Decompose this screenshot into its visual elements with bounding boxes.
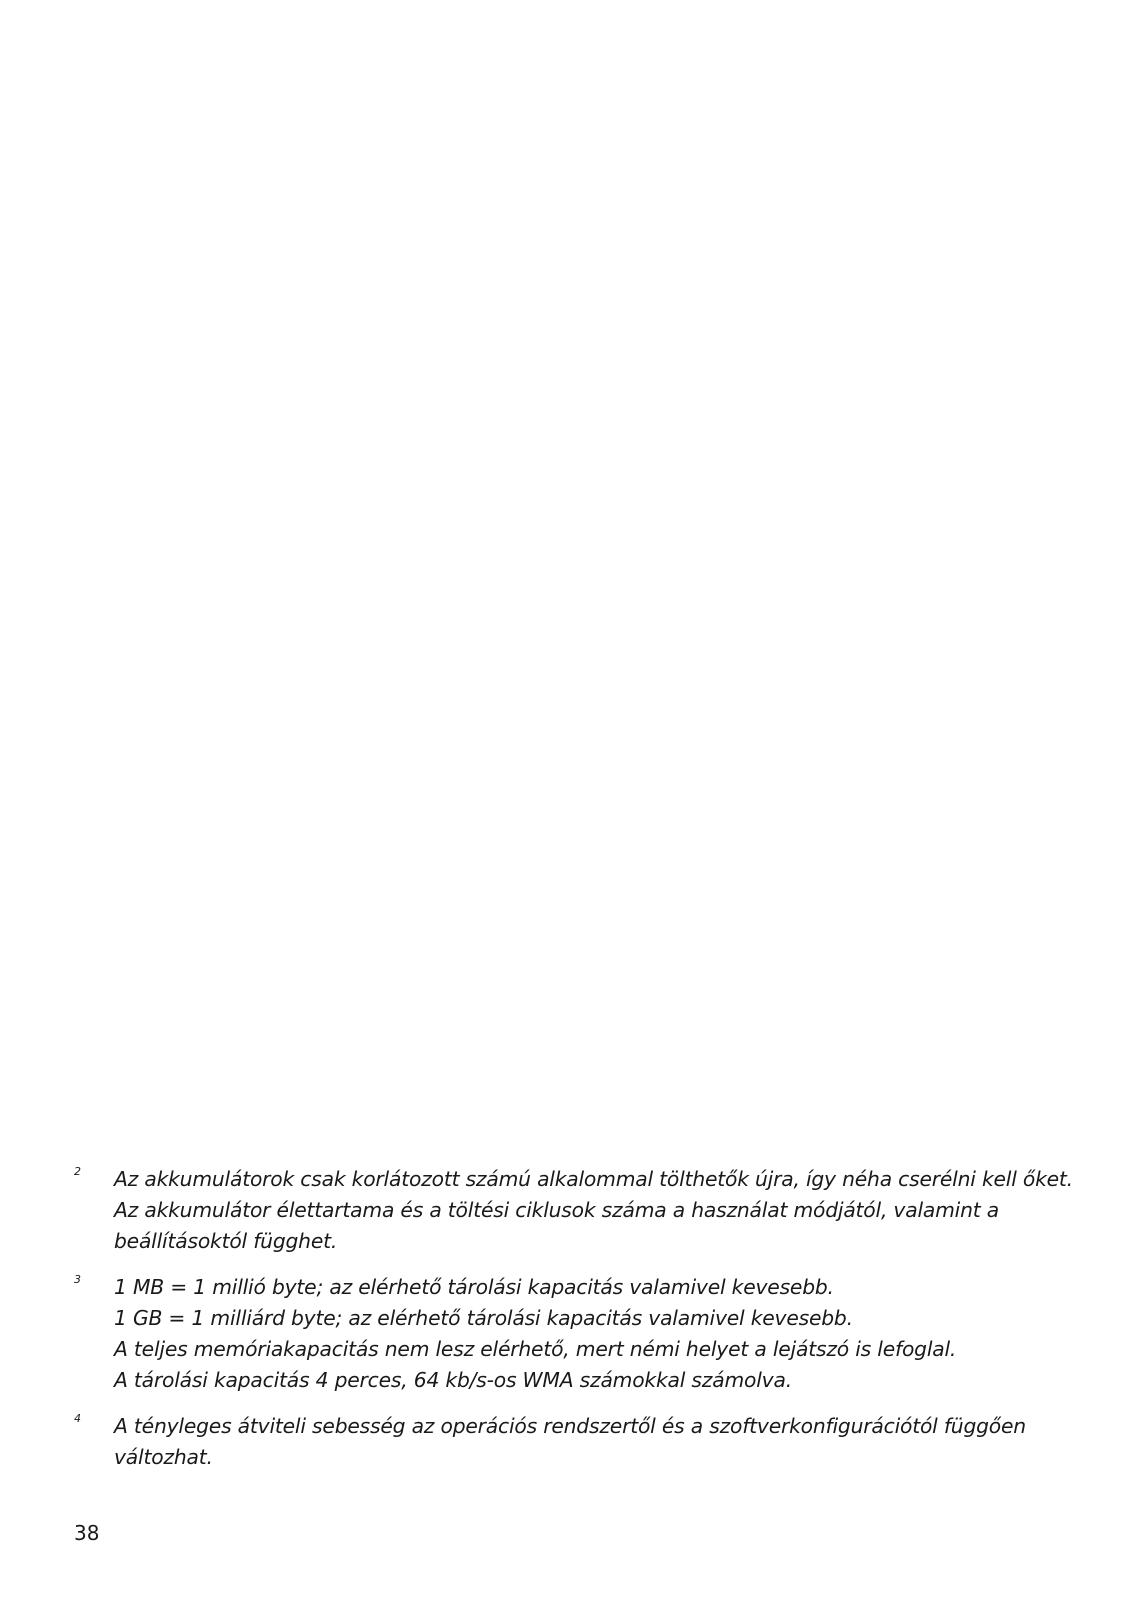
footnote-line: beállításoktól függhet. (114, 1229, 338, 1253)
footnote-line: 1 GB = 1 milliárd byte; az elérhető tárolási kapacitás valamivel kevesebb. (114, 1306, 853, 1330)
footnote-line: Az akkumulátorok csak korlátozott számú alkalommal tölthetők újra, így néha cserélni kell őket. (114, 1167, 1073, 1191)
footnote-line: A tárolási kapacitás 4 perces, 64 kb/s-os WMA számokkal számolva. (114, 1368, 792, 1392)
footnote-text (114, 1164, 1073, 1257)
footnote-3 (74, 1272, 1064, 1396)
footnote-line: A teljes memóriakapacitás nem lesz elérhető, mert némi helyet a lejátszó is lefoglal. (114, 1337, 957, 1361)
footnote-line: változhat. (114, 1445, 213, 1469)
footnote-2 (74, 1164, 1073, 1257)
footnotes (74, 1164, 1073, 1488)
footnote-line: Az akkumulátor élettartama és a töltési ciklusok száma a használat módjától, valamint a (114, 1198, 999, 1222)
footnote-line: 1 MB = 1 millió byte; az elérhető tárolási kapacitás valamivel kevesebb. (114, 1275, 834, 1299)
footnote-line: A tényleges átviteli sebesség az operációs rendszertől és a szoftverkonfigurációtól függően (114, 1414, 1026, 1438)
footnote-marker: 2 (74, 1165, 81, 1178)
footnote-4 (74, 1411, 1064, 1473)
footnote-marker: 4 (74, 1412, 81, 1425)
footnote-marker: 3 (74, 1273, 81, 1286)
footnote-text (114, 1272, 1064, 1396)
footnote-text (114, 1411, 1064, 1473)
page-number: 38 (74, 1521, 100, 1545)
